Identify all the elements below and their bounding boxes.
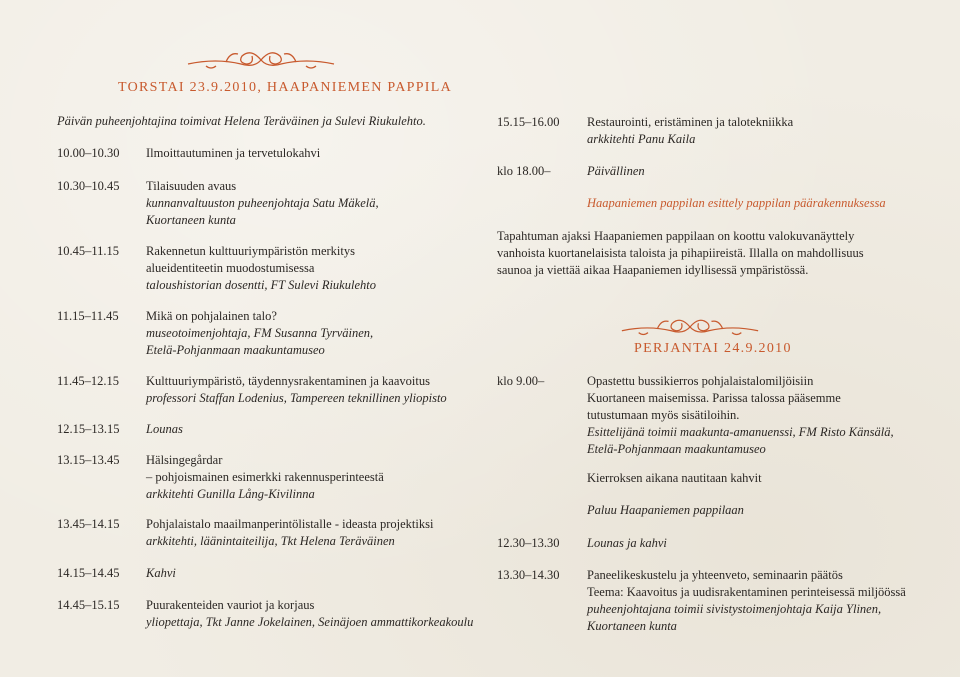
session-title: Pohjalaistalo maailmanperintölistalle - ideasta projektiksi [146, 517, 434, 531]
thursday-heading: TORSTAI 23.9.2010, HAAPANIEMEN PAPPILA [118, 80, 453, 95]
session-title: Kulttuuriympäristö, täydennysrakentaminen ja kaavoitus [146, 374, 430, 388]
paragraph-line: saunoa ja viettää aikaa Haapaniemen idyllisessä ympäristössä. [497, 263, 809, 277]
presentation-highlight: Haapaniemen pappilan esittely pappilan päärakennuksessa [587, 196, 886, 210]
session-time: 11.15–11.45 [57, 309, 119, 323]
session-item [146, 565, 176, 582]
session-time: 13.45–14.15 [57, 517, 120, 531]
flourish-ornament-bottom [620, 312, 760, 342]
session-time: 11.45–12.15 [57, 374, 120, 388]
session-title: Rakennetun kulttuuriympäristön merkitys [146, 244, 355, 258]
session-item [146, 452, 384, 503]
session-title: Mikä on pohjalainen talo? [146, 309, 277, 323]
session-title: Lounas [146, 422, 183, 436]
session-time: 13.30–14.30 [497, 568, 560, 582]
highlight-line [587, 195, 886, 212]
session-title: tutustumaan myös sisätiloihin. [587, 408, 740, 422]
speaker-line: arkkitehti Gunilla Lång-Kivilinna [146, 487, 315, 501]
session-title: Paneelikeskustelu ja yhteenveto, seminaarin päätös [587, 568, 843, 582]
session-title: Tilaisuuden avaus [146, 179, 237, 193]
session-item [587, 114, 793, 148]
return-line: Paluu Haapaniemen pappilaan [587, 503, 744, 517]
session-title: Puurakenteiden vauriot ja korjaus [146, 598, 315, 612]
session-item [146, 597, 473, 631]
session-time: 13.15–13.45 [57, 453, 120, 467]
session-item [587, 163, 645, 180]
session-time: 14.45–15.15 [57, 598, 120, 612]
speaker-line: professori Staffan Lodenius, Tampereen teknillinen yliopisto [146, 391, 447, 405]
speaker-line: arkkitehti Panu Kaila [587, 132, 696, 146]
speaker-line: yliopettaja, Tkt Janne Jokelainen, Seinäjoen ammattikorkeakoulu [146, 615, 474, 629]
session-item [146, 243, 376, 294]
speaker-line: arkkitehti, läänintaiteilija, Tkt Helena Teräväinen [146, 534, 395, 548]
coffee-line: Kierroksen aikana nautitaan kahvit [587, 471, 762, 485]
session-item [146, 145, 320, 162]
session-title: – pohjoismainen esimerkki rakennusperinteestä [146, 470, 384, 484]
speaker-line: taloushistorian dosentti, FT Sulevi Riukulehto [146, 278, 376, 292]
session-title: Päivällinen [587, 164, 645, 178]
session-item [587, 567, 906, 635]
session-time: 10.00–10.30 [57, 146, 120, 160]
session-time: 10.45–11.15 [57, 244, 120, 258]
session-item [146, 421, 183, 438]
session-time: klo 9.00– [497, 374, 545, 388]
session-time: 12.30–13.30 [497, 536, 560, 550]
session-title: Hälsingegårdar [146, 453, 223, 467]
session-time: 14.15–14.45 [57, 566, 120, 580]
session-item [146, 516, 433, 550]
session-title: alueidentiteetin muodostumisessa [146, 261, 315, 275]
chairpersons-intro: Päivän puheenjohtajina toimivat Helena Teräväinen ja Sulevi Riukulehto. [57, 114, 426, 128]
speaker-line: puheenjohtajana toimii sivistystoimenjohtaja Kaija Ylinen, [587, 602, 882, 616]
session-title: Kuortaneen maisemissa. Parissa talossa pääsemme [587, 391, 841, 405]
session-item [587, 373, 894, 458]
speaker-line: Etelä-Pohjanmaan maakuntamuseo [146, 343, 325, 357]
exhibition-paragraph [497, 228, 864, 279]
speaker-line: Kuortaneen kunta [146, 213, 236, 227]
session-title: Opastettu bussikierros pohjalaistalomiljöisiin [587, 374, 814, 388]
session-time: klo 18.00– [497, 164, 551, 178]
paragraph-line: Tapahtuman ajaksi Haapaniemen pappilaan on koottu valokuvanäyttely [497, 229, 855, 243]
friday-heading: PERJANTAI 24.9.2010 [634, 341, 792, 356]
speaker-line: Esittelijänä toimii maakunta-amanuenssi, FM Risto Känsälä, [587, 425, 894, 439]
speaker-line: museotoimenjohtaja, FM Susanna Tyrväinen, [146, 326, 374, 340]
flourish-ornament-top [186, 44, 336, 76]
session-time: 15.15–16.00 [497, 115, 560, 129]
session-title: Ilmoittautuminen ja tervetulokahvi [146, 146, 321, 160]
session-item [146, 373, 447, 407]
speaker-line: Kuortaneen kunta [587, 619, 677, 633]
session-item [146, 178, 379, 229]
return-note [587, 502, 744, 519]
session-title: Lounas ja kahvi [587, 536, 667, 550]
paragraph-line: vanhoista kuortanelaisista taloista ja pihapiireistä. Illalla on mahdollisuus [497, 246, 864, 260]
speaker-line: Etelä-Pohjanmaan maakuntamuseo [587, 442, 766, 456]
session-time: 10.30–10.45 [57, 179, 120, 193]
session-item [146, 308, 373, 359]
session-time: 12.15–13.15 [57, 422, 120, 436]
session-item [587, 535, 667, 552]
session-title: Kahvi [146, 566, 176, 580]
speaker-line: kunnanvaltuuston puheenjohtaja Satu Mäkelä, [146, 196, 379, 210]
session-title: Restaurointi, eristäminen ja talotekniikka [587, 115, 794, 129]
coffee-note [587, 470, 762, 487]
session-theme: Teema: Kaavoitus ja uudisrakentaminen perinteisessä miljöössä [587, 585, 906, 599]
